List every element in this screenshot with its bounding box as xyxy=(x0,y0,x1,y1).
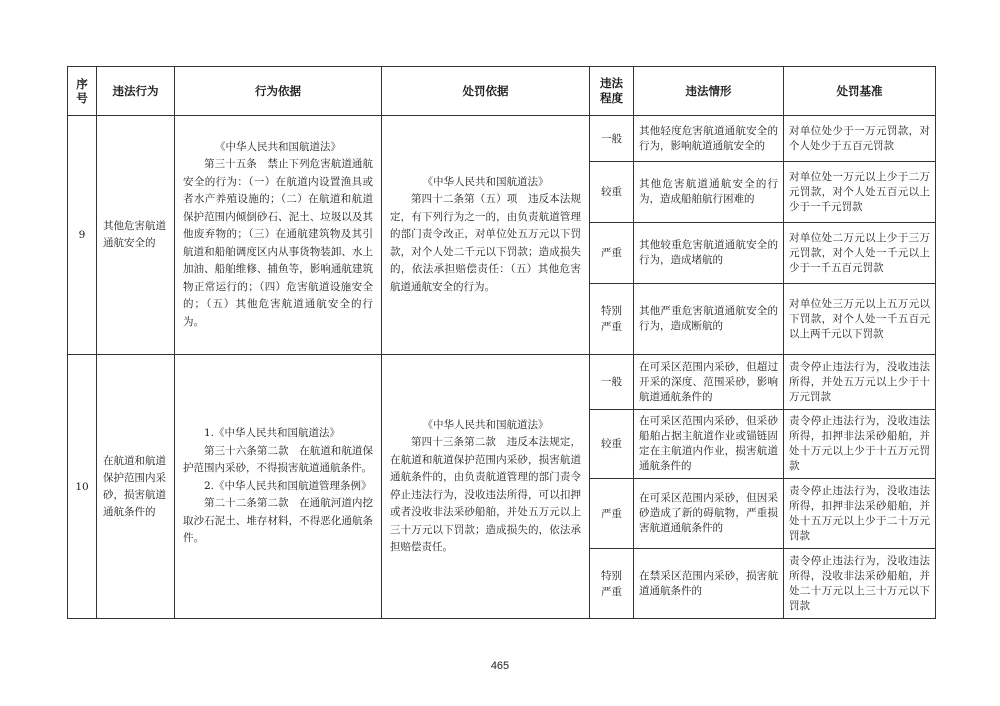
severity-level: 严重 xyxy=(590,479,634,549)
table-row xyxy=(68,355,936,410)
severity-level: 一般 xyxy=(590,116,634,162)
severity-level: 特别严重 xyxy=(590,549,634,619)
legal-basis xyxy=(175,355,382,619)
table-header-row xyxy=(68,67,936,116)
basis-title: 2.《中华人民共和国航道管理条例》 xyxy=(204,479,372,492)
basis-text: 第二十二条第二款 在通航河道内挖取沙石泥土、堆存材料，不得恶化通航条件。 xyxy=(183,497,373,545)
violation-situation: 其他严重危害航道通航安全的行为，造成断航的 xyxy=(634,284,784,355)
violation-situation: 其他较重危害航道通航安全的行为，造成堵航的 xyxy=(634,223,784,284)
violation-situation: 在可采区范围内采砂，但因采砂造成了新的碍航物，严重损害航道通航条件的 xyxy=(634,479,784,549)
penalty-standard: 对单位处三万元以上五万元以下罚款，对个人处一千五百元以上两千元以下罚款 xyxy=(784,284,936,355)
penalty-standard: 责令停止违法行为，没收违法所得，没收非法采砂船舶，并处二十万元以上三十万元以下罚款 xyxy=(784,549,936,619)
penalty-basis xyxy=(382,116,590,355)
violation-situation: 其他危害航道通航安全的行为，造成船舶航行困难的 xyxy=(634,162,784,223)
header-basis: 行为依据 xyxy=(175,67,382,116)
severity-level: 一般 xyxy=(590,355,634,410)
page-number: 465 xyxy=(490,660,510,672)
penalty-title: 《中华人民共和国航道法》 xyxy=(422,418,549,431)
header-penalty: 处罚依据 xyxy=(382,67,590,116)
basis-text: 第三十六条第二款 在航道和航道保护范围内采砂，不得损害航道通航条件。 xyxy=(183,444,373,475)
penalty-text: 第四十二条第（五）项 违反本法规定，有下列行为之一的，由负责航道管理的部门责令改正，对单位处五万元以下罚款，对个人处二千元以下罚款；造成损失的，依法承担赔偿责任：（五）其他危害航道通航安全的行为。 xyxy=(390,193,581,293)
violation-situation: 在可采区范围内采砂，但采砂船舶占据主航道作业或锚链固定在主航道内作业，损害航道通航条件的 xyxy=(634,410,784,479)
penalty-text: 第四十三条第二款 违反本法规定，在航道和航道保护范围内采砂，损害航道通航条件的，由负责航道管理的部门责令停止违法行为，没收违法所得，可以扣押或者没收非法采砂船舶，并处五万元以上三十万元以下罚款；造成损失的，依法承担赔偿责任。 xyxy=(390,436,581,553)
row-index: 10 xyxy=(68,355,97,619)
penalty-standard: 对单位处二万元以上少于三万元罚款，对个人处一千元以上少于一千五百元罚款 xyxy=(784,223,936,284)
header-standard: 处罚基准 xyxy=(784,67,936,116)
header-level: 违法程度 xyxy=(590,67,634,116)
header-act: 违法行为 xyxy=(97,67,175,116)
severity-level: 严重 xyxy=(590,223,634,284)
penalty-standard: 对单位处一万元以上少于二万元罚款，对个人处五百元以上少于一千元罚款 xyxy=(784,162,936,223)
violation-situation: 在可采区范围内采砂，但超过开采的深度、范围采砂，影响航道通航条件的 xyxy=(634,355,784,410)
violation-act: 其他危害航道通航安全的 xyxy=(97,116,175,355)
basis-title: 《中华人民共和国航道法》 xyxy=(215,140,341,153)
penalty-standard: 对单位处少于一万元罚款，对个人处少于五百元罚款 xyxy=(784,116,936,162)
severity-level: 特别严重 xyxy=(590,284,634,355)
legal-basis xyxy=(175,116,382,355)
table-row xyxy=(68,116,936,162)
header-idx: 序号 xyxy=(68,67,97,116)
penalty-standard: 责令停止违法行为，没收违法所得，扣押非法采砂船舶，并处十万元以上少于十五万元罚款 xyxy=(784,410,936,479)
row-index: 9 xyxy=(68,116,97,355)
violation-situation: 在禁采区范围内采砂，损害航道通航条件的 xyxy=(634,549,784,619)
penalty-standard: 责令停止违法行为，没收违法所得，并处五万元以上少于十万元罚款 xyxy=(784,355,936,410)
penalty-table xyxy=(67,66,936,619)
severity-level: 较重 xyxy=(590,410,634,479)
violation-situation: 其他轻度危害航道通航安全的行为，影响航道通航安全的 xyxy=(634,116,784,162)
basis-title: 1.《中华人民共和国航道法》 xyxy=(204,427,341,440)
header-situation: 违法情形 xyxy=(634,67,784,116)
violation-act: 在航道和航道保护范围内采砂，损害航道通航条件的 xyxy=(97,355,175,619)
penalty-standard: 责令停止违法行为，没收违法所得，扣押非法采砂船舶，并处十五万元以上少于二十万元罚款 xyxy=(784,479,936,549)
basis-text: 第三十五条 禁止下列危害航道通航安全的行为：（一）在航道内设置渔具或者水产养殖设施的；（二）在航道和航道保护范围内倾倒砂石、泥土、垃圾以及其他废弃物的；（三）在通航建筑物及其引航道和船舶调度区内从事货物装卸、水上加油、船舶维修、捕鱼等，影响通航建筑物正常运行的；（四）危害航道设施安全的；（五）其他危害航道通航安全的行为。 xyxy=(183,158,373,328)
severity-level: 较重 xyxy=(590,162,634,223)
penalty-title: 《中华人民共和国航道法》 xyxy=(422,175,549,188)
penalty-basis xyxy=(382,355,590,619)
